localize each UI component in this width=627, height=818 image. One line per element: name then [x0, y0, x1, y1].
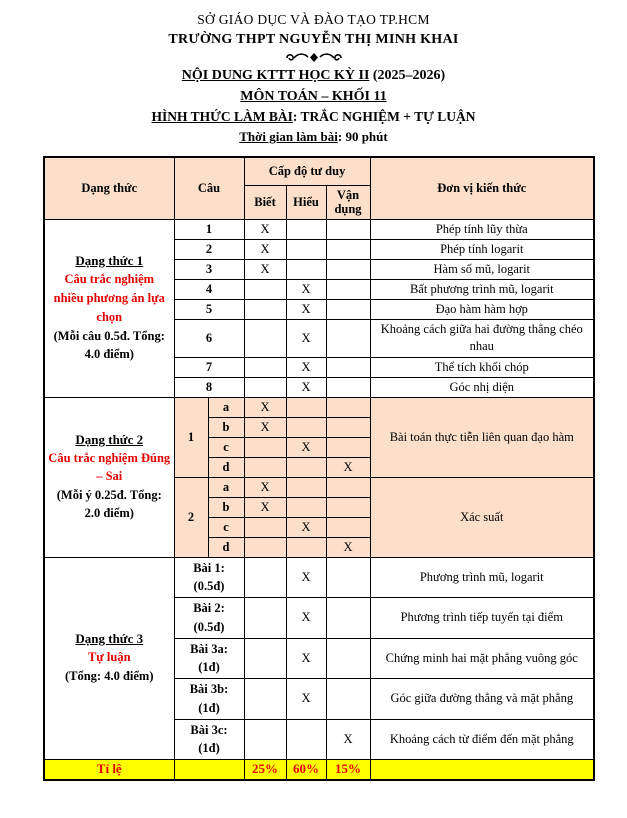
question-number: 4 — [174, 279, 244, 299]
x-mark-cell: X — [286, 517, 326, 537]
question-points: (0.5đ) — [193, 579, 225, 594]
empty-cell — [326, 417, 370, 437]
empty-cell — [326, 497, 370, 517]
question-subitem: d — [208, 457, 244, 477]
knowledge-unit: Góc nhị diện — [370, 377, 594, 397]
question-number-cell — [174, 598, 244, 639]
empty-cell — [286, 259, 326, 279]
empty-cell — [244, 319, 286, 357]
knowledge-unit: Phép tính logarit — [370, 239, 594, 259]
empty-cell — [244, 279, 286, 299]
empty-cell — [244, 377, 286, 397]
empty-cell — [326, 299, 370, 319]
empty-cell — [244, 598, 286, 639]
x-mark-cell: X — [286, 299, 326, 319]
knowledge-unit: Góc giữa đường thẳng và mặt phẳng — [370, 679, 594, 720]
empty-cell — [286, 219, 326, 239]
empty-cell — [326, 259, 370, 279]
question-number-cell — [174, 679, 244, 720]
empty-cell — [326, 517, 370, 537]
empty-cell — [326, 279, 370, 299]
school-name: TRƯỜNG THPT NGUYỄN THỊ MINH KHAI — [168, 32, 459, 47]
empty-cell — [326, 638, 370, 679]
knowledge-unit: Phép tính lũy thừa — [370, 219, 594, 239]
section1-label-cell — [44, 219, 174, 397]
ratio-hieu: 60% — [286, 760, 326, 780]
empty-cell — [244, 537, 286, 557]
exam-format-line — [0, 109, 627, 125]
question-number: 8 — [174, 377, 244, 397]
knowledge-unit: Hàm số mũ, logarit — [370, 259, 594, 279]
empty-cell — [244, 557, 286, 598]
question-subitem: d — [208, 537, 244, 557]
ratio-row — [44, 760, 594, 780]
section2-type: Câu trắc nghiệm Đúng – Sai — [48, 450, 171, 484]
column-header-van-dung: Vận dụng — [326, 185, 370, 219]
column-header-hieu: Hiểu — [286, 185, 326, 219]
x-mark-cell: X — [244, 397, 286, 417]
section3-title: Dạng thức 3 — [75, 631, 144, 647]
department-name: SỞ GIÁO DỤC VÀ ĐÀO TẠO TP.HCM — [197, 12, 430, 27]
knowledge-unit: Phương trình tiếp tuyến tại điểm — [370, 598, 594, 639]
knowledge-unit: Bất phương trình mũ, logarit — [370, 279, 594, 299]
x-mark-cell: X — [286, 679, 326, 720]
empty-cell — [326, 397, 370, 417]
section2-title: Dạng thức 2 — [75, 431, 144, 447]
question-name: Bài 2: — [193, 601, 225, 615]
table-row — [44, 219, 594, 239]
x-mark-cell: X — [244, 239, 286, 259]
empty-cell — [326, 598, 370, 639]
document-header — [0, 0, 627, 145]
ornament-divider-icon — [0, 51, 627, 65]
empty-cell — [326, 557, 370, 598]
x-mark-cell: X — [244, 219, 286, 239]
exam-format-value: : TRẮC NGHIỆM + TỰ LUẬN — [292, 109, 476, 124]
knowledge-unit: Khoảng cách từ điểm đến mặt phẳng — [370, 719, 594, 760]
question-subitem: a — [208, 477, 244, 497]
question-number: 2 — [174, 239, 244, 259]
ratio-label: Tỉ lệ — [44, 760, 174, 780]
x-mark-cell: X — [326, 537, 370, 557]
question-number: 1 — [174, 219, 244, 239]
knowledge-unit: Thể tích khối chóp — [370, 357, 594, 377]
question-subitem: c — [208, 437, 244, 457]
document-title-years: (2025–2026) — [369, 68, 446, 83]
section1-title: Dạng thức 1 — [75, 253, 144, 269]
empty-cell — [286, 537, 326, 557]
empty-cell — [244, 679, 286, 720]
subject-line: MÔN TOÁN – KHỐI 11 — [240, 89, 387, 104]
question-number: 6 — [174, 319, 244, 357]
empty-cell — [244, 299, 286, 319]
ratio-biet: 25% — [244, 760, 286, 780]
knowledge-unit: Bài toán thực tiễn liên quan đạo hàm — [370, 397, 594, 477]
x-mark-cell: X — [286, 357, 326, 377]
section2-label-cell — [44, 397, 174, 557]
question-number: 1 — [174, 397, 208, 477]
section3-type: Tự luận — [87, 650, 131, 665]
knowledge-unit: Khoảng cách giữa hai đường thẳng chéo nhau — [370, 319, 594, 357]
question-number: 5 — [174, 299, 244, 319]
question-subitem: b — [208, 497, 244, 517]
x-mark-cell: X — [286, 598, 326, 639]
question-points: (1đ) — [198, 660, 220, 675]
x-mark-cell: X — [244, 417, 286, 437]
x-mark-cell: X — [286, 279, 326, 299]
empty-cell — [244, 457, 286, 477]
empty-cell — [286, 397, 326, 417]
question-number-cell — [174, 557, 244, 598]
question-subitem: c — [208, 517, 244, 537]
empty-cell — [286, 417, 326, 437]
section2-scoring-note: (Mỗi ý 0.25đ. Tổng: 2.0 điểm) — [56, 488, 162, 521]
question-number-cell — [174, 638, 244, 679]
ratio-van-dung: 15% — [326, 760, 370, 780]
empty-cell — [286, 457, 326, 477]
question-name: Bài 1: — [193, 560, 225, 575]
exam-matrix-table — [43, 156, 595, 781]
table-row — [44, 557, 594, 598]
question-name: Bài 3b: — [189, 682, 229, 696]
question-number: 2 — [174, 477, 208, 557]
empty-cell — [244, 517, 286, 537]
question-name: Bài 3a: — [190, 641, 228, 656]
column-header-dang-thuc: Dạng thức — [44, 157, 174, 219]
empty-cell — [326, 377, 370, 397]
empty-cell — [370, 760, 594, 780]
knowledge-unit: Đạo hàm hàm hợp — [370, 299, 594, 319]
empty-cell — [326, 239, 370, 259]
question-points: (1đ) — [198, 741, 220, 756]
question-subitem: b — [208, 417, 244, 437]
knowledge-unit: Phương trình mũ, logarit — [370, 557, 594, 598]
empty-cell — [174, 760, 244, 780]
question-name: Bài 3c: — [190, 722, 228, 737]
section1-scoring-note: (Mỗi câu 0.5đ. Tổng: 4.0 điểm) — [53, 328, 165, 361]
empty-cell — [244, 437, 286, 457]
column-header-cap-do-tu-duy: Cấp độ tư duy — [244, 157, 370, 185]
empty-cell — [326, 357, 370, 377]
document-title — [0, 68, 627, 84]
x-mark-cell: X — [244, 477, 286, 497]
x-mark-cell: X — [326, 457, 370, 477]
x-mark-cell: X — [244, 497, 286, 517]
empty-cell — [326, 219, 370, 239]
question-subitem: a — [208, 397, 244, 417]
column-header-biet: Biết — [244, 185, 286, 219]
section1-type: Câu trắc nghiệm nhiều phương án lựa chọn — [53, 272, 165, 324]
empty-cell — [244, 719, 286, 760]
empty-cell — [326, 477, 370, 497]
knowledge-unit: Xác suất — [370, 477, 594, 557]
x-mark-cell: X — [244, 259, 286, 279]
empty-cell — [286, 719, 326, 760]
exam-format-label: HÌNH THỨC LÀM BÀI — [151, 109, 293, 124]
question-points: (0.5đ) — [193, 619, 225, 634]
empty-cell — [326, 319, 370, 357]
x-mark-cell: X — [326, 719, 370, 760]
empty-cell — [326, 437, 370, 457]
knowledge-unit: Chứng minh hai mặt phẳng vuông góc — [370, 638, 594, 679]
section3-scoring-note: (Tổng: 4.0 điểm) — [64, 669, 154, 684]
document-title-underlined: NỘI DUNG KTTT HỌC KỲ II — [181, 68, 370, 83]
table-row — [44, 397, 594, 417]
duration-label: Thời gian làm bài — [239, 129, 338, 144]
x-mark-cell: X — [286, 638, 326, 679]
duration-line — [0, 129, 627, 145]
duration-value: : 90 phút — [337, 129, 388, 144]
x-mark-cell: X — [286, 437, 326, 457]
empty-cell — [286, 239, 326, 259]
question-number: 7 — [174, 357, 244, 377]
question-number: 3 — [174, 259, 244, 279]
x-mark-cell: X — [286, 557, 326, 598]
empty-cell — [326, 679, 370, 720]
empty-cell — [244, 638, 286, 679]
question-points: (1đ) — [198, 700, 220, 715]
x-mark-cell: X — [286, 377, 326, 397]
section3-label-cell — [44, 557, 174, 760]
question-number-cell — [174, 719, 244, 760]
empty-cell — [286, 477, 326, 497]
x-mark-cell: X — [286, 319, 326, 357]
column-header-cau: Câu — [174, 157, 244, 219]
column-header-don-vi: Đơn vị kiến thức — [370, 157, 594, 219]
empty-cell — [286, 497, 326, 517]
empty-cell — [244, 357, 286, 377]
